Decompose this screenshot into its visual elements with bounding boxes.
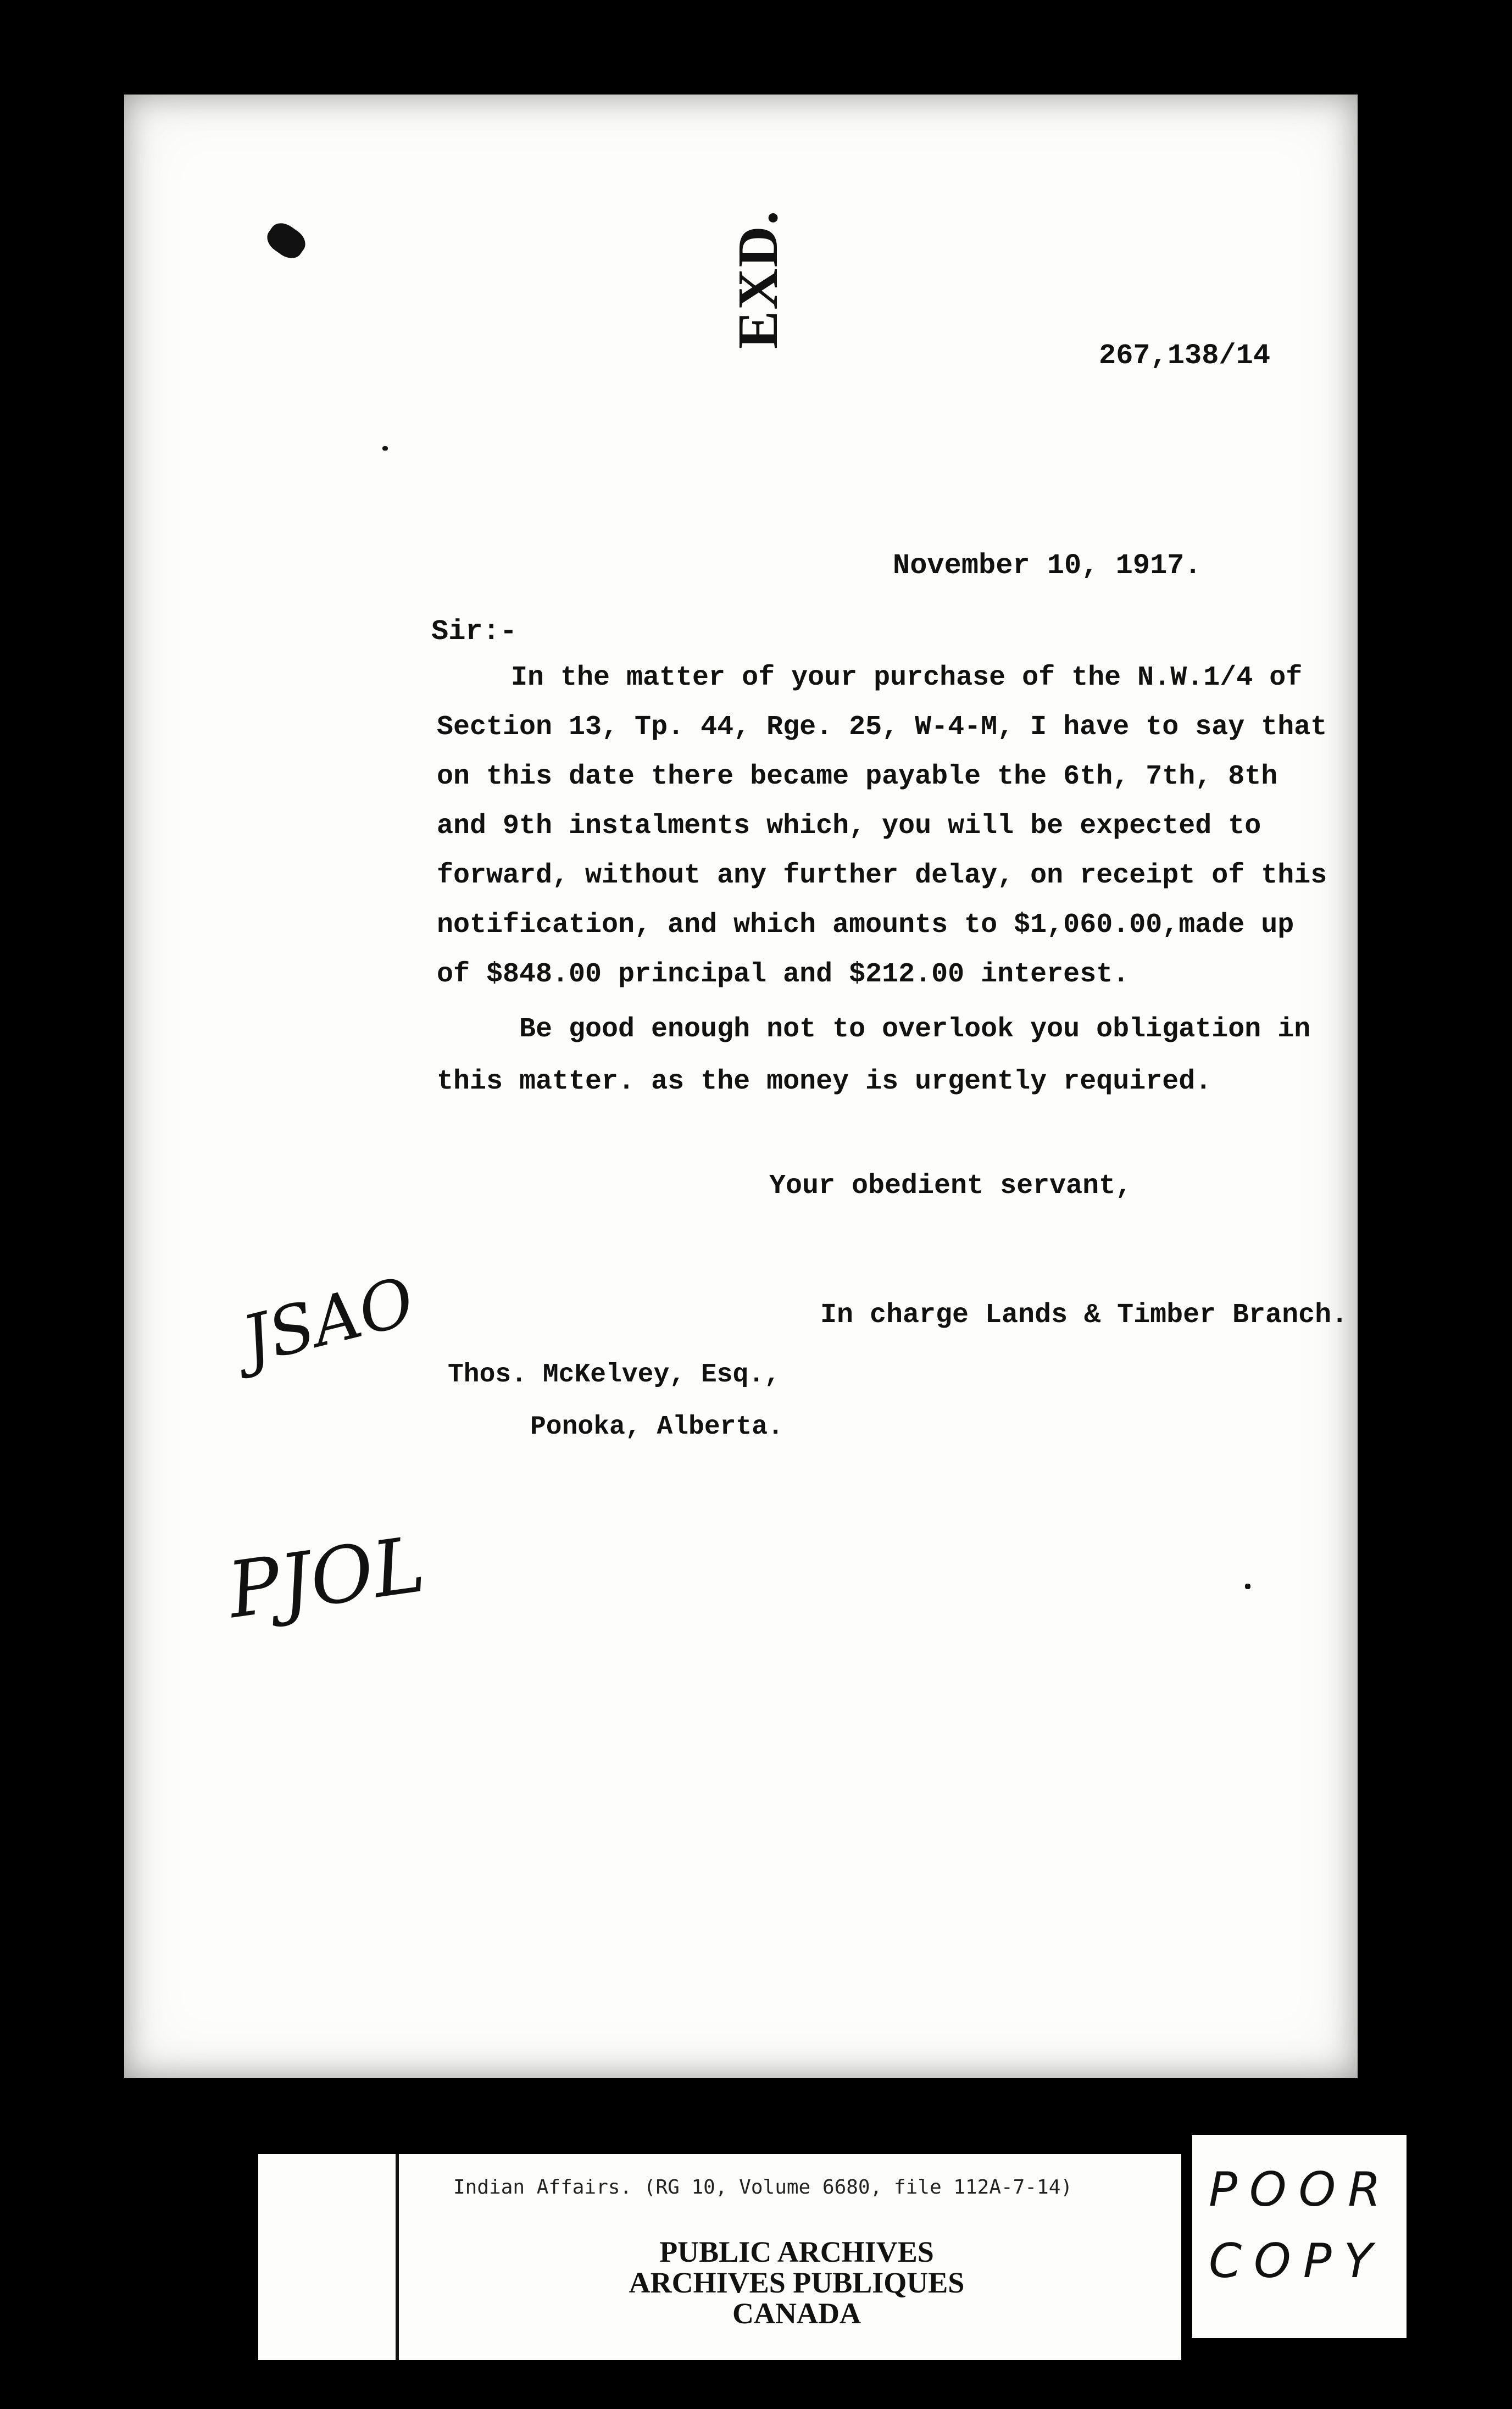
archive-name xyxy=(549,2236,1044,2329)
exd-stamp: EXD. xyxy=(726,209,790,349)
closing: Your obedient servant, xyxy=(769,1170,1132,1202)
ink-speck xyxy=(382,446,388,451)
body-line: on this date there became payable the 6th, 7th, 8th xyxy=(437,761,1278,792)
poor-copy-text xyxy=(1209,2154,1393,2297)
body-line: forward, without any further delay, on receipt of this xyxy=(437,860,1327,891)
salutation: Sir:- xyxy=(431,615,518,648)
poor-copy-line: COPY xyxy=(1209,2234,1385,2289)
address: Ponoka, Alberta. xyxy=(530,1412,783,1442)
archive-citation: Indian Affairs. (RG 10, Volume 6680, file 112A-7-14) xyxy=(453,2176,1073,2199)
body-line: Section 13, Tp. 44, Rge. 25, W-4-M, I have to say that xyxy=(437,712,1327,743)
body-line: Be good enough not to overlook you obligation in xyxy=(519,1014,1311,1045)
archive-line: ARCHIVES PUBLIQUES xyxy=(629,2266,965,2299)
handwritten-initials: JSAO xyxy=(235,1263,422,1380)
handwritten-initials: PJOL xyxy=(223,1519,430,1636)
body-line: of $848.00 principal and $212.00 interest. xyxy=(437,959,1130,990)
archive-line: CANADA xyxy=(732,2297,861,2330)
archive-line: PUBLIC ARCHIVES xyxy=(659,2235,934,2268)
ink-speck xyxy=(1245,1584,1250,1589)
poor-copy-line: POOR xyxy=(1209,2162,1393,2217)
signature-title: In charge Lands & Timber Branch. xyxy=(820,1300,1348,1331)
letter-date: November 10, 1917. xyxy=(893,549,1202,582)
ink-blot xyxy=(262,218,310,264)
body-line: In the matter of your purchase of the N.W.1/4 of xyxy=(511,662,1303,693)
reference-number: 267,138/14 xyxy=(1099,340,1271,372)
addressee: Thos. McKelvey, Esq., xyxy=(448,1360,780,1390)
body-line: notification, and which amounts to $1,060.00,made up xyxy=(437,909,1294,941)
body-line: and 9th instalments which, you will be expected to xyxy=(437,811,1261,842)
body-line: this matter. as the money is urgently required. xyxy=(437,1066,1212,1097)
